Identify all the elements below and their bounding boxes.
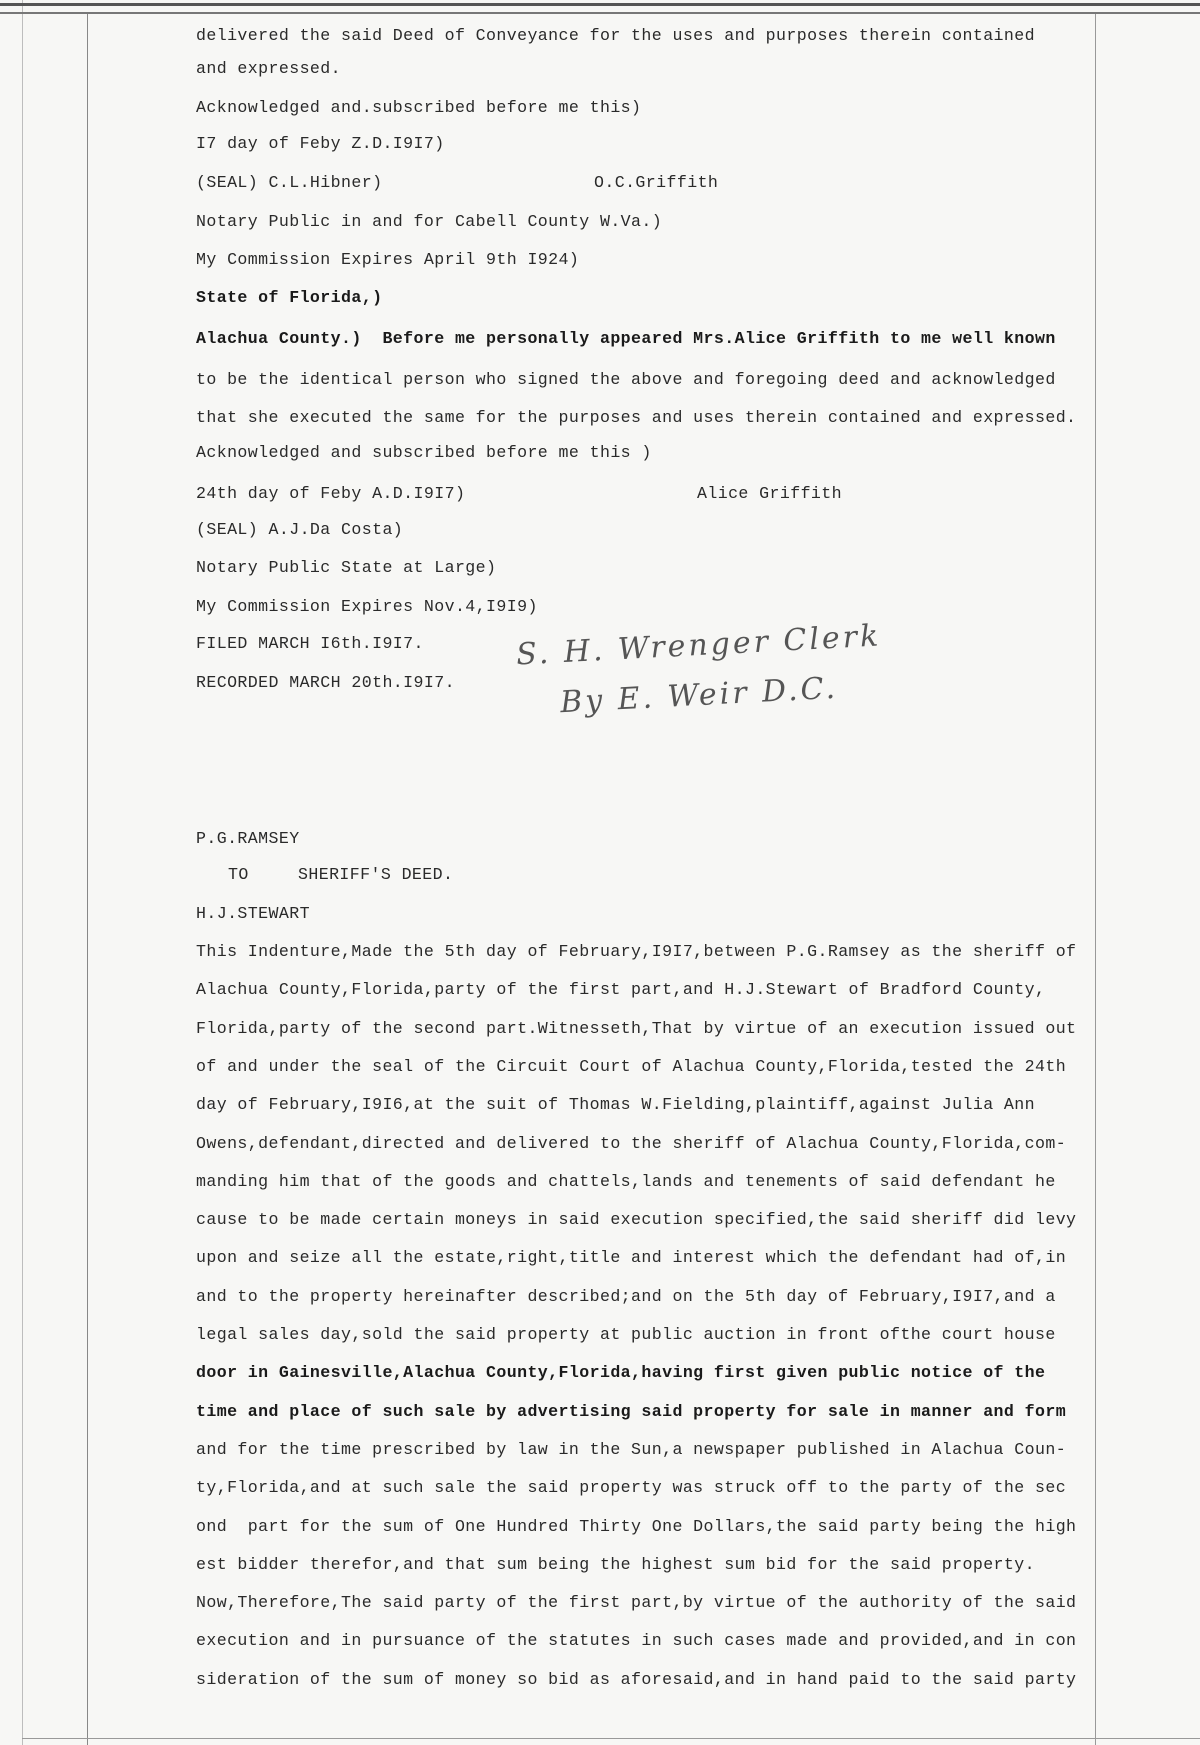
grantor-signature-oc-griffith: O.C.Griffith bbox=[594, 173, 719, 192]
text-line: that she executed the same for the purposes and uses therein contained and expressed. bbox=[196, 408, 1077, 427]
text-line: My Commission Expires Nov.4,I9I9) bbox=[196, 597, 538, 616]
body-text-line: upon and seize all the estate,right,title and interest which the defendant had of,in bbox=[196, 1248, 1067, 1268]
text-line: to be the identical person who signed the above and foregoing deed and acknowledged bbox=[196, 370, 1056, 389]
bottom-rule bbox=[22, 1738, 1200, 1739]
text-line: and expressed. bbox=[196, 59, 342, 78]
text-line: Notary Public State at Large) bbox=[196, 558, 497, 577]
top-rule-inner bbox=[0, 12, 1200, 14]
body-text-line: Now,Therefore,The said party of the first part,by virtue of the authority of the said bbox=[196, 1593, 1077, 1613]
text-line: State of Florida,) bbox=[196, 288, 383, 307]
deed-type-title: SHERIFF'S DEED. bbox=[298, 865, 454, 884]
text-line: Acknowledged and.subscribed before me this) bbox=[196, 98, 642, 117]
text-line: RECORDED MARCH 20th.I9I7. bbox=[196, 673, 455, 692]
text-line: I7 day of Feby Z.D.I9I7) bbox=[196, 134, 445, 153]
body-text-line: time and place of such sale by advertising said property for sale in manner and form bbox=[196, 1401, 1067, 1421]
body-text-line: ond part for the sum of One Hundred Thirty One Dollars,the said party being the high bbox=[196, 1516, 1077, 1536]
deputy-clerk-handwritten-signature: By E. Weir D.C. bbox=[559, 670, 839, 721]
body-text-line: day of February,I9I6,at the suit of Thomas W.Fielding,plaintiff,against Julia Ann bbox=[196, 1095, 1035, 1115]
body-text-line: Owens,defendant,directed and delivered to the sheriff of Alachua County,Florida,com- bbox=[196, 1133, 1067, 1153]
right-margin-rule bbox=[1095, 14, 1096, 1745]
text-line: Notary Public in and for Cabell County W.Va.) bbox=[196, 212, 663, 231]
text-line: FILED MARCH I6th.I9I7. bbox=[196, 634, 424, 653]
deed-to: TO bbox=[228, 865, 249, 884]
body-text-line: Alachua County,Florida,party of the first part,and H.J.Stewart of Bradford County, bbox=[196, 980, 1046, 1000]
body-text-line: legal sales day,sold the said property at public auction in front ofthe court house bbox=[196, 1325, 1056, 1344]
body-text-line: est bidder therefor,and that sum being the highest sum bid for the said property. bbox=[196, 1554, 1035, 1574]
body-text-line: and to the property hereinafter described;and on the 5th day of February,I9I7,and a bbox=[196, 1286, 1056, 1306]
text-line: (SEAL) A.J.Da Costa) bbox=[196, 520, 404, 539]
body-text-line: Florida,party of the second part.Witnesseth,That by virtue of an execution issued out bbox=[196, 1018, 1077, 1038]
top-rule bbox=[0, 3, 1200, 6]
body-text-line: manding him that of the goods and chattels,lands and tenements of said defendant he bbox=[196, 1171, 1056, 1191]
body-text-line: sideration of the sum of money so bid as aforesaid,and in hand paid to the said party bbox=[196, 1669, 1077, 1689]
deed-grantor: P.G.RAMSEY bbox=[196, 829, 300, 848]
text-line: Acknowledged and subscribed before me this ) bbox=[196, 443, 652, 462]
body-text-line: door in Gainesville,Alachua County,Florida,having first given public notice of the bbox=[196, 1363, 1046, 1383]
text-line: (SEAL) C.L.Hibner) bbox=[196, 173, 383, 192]
body-text-line: cause to be made certain moneys in said execution specified,the said sheriff did levy bbox=[196, 1210, 1077, 1230]
body-text-line: This Indenture,Made the 5th day of February,I9I7,between P.G.Ramsey as the sheriff of bbox=[196, 942, 1077, 961]
deed-grantee: H.J.STEWART bbox=[196, 904, 310, 923]
clerk-handwritten-signature: S. H. Wrenger Clerk bbox=[515, 618, 883, 673]
body-text-line: of and under the seal of the Circuit Court of Alachua County,Florida,tested the 24th bbox=[196, 1056, 1067, 1076]
body-text-line: ty,Florida,and at such sale the said property was struck off to the party of the sec bbox=[196, 1478, 1067, 1498]
text-line: delivered the said Deed of Conveyance for the uses and purposes therein contained bbox=[196, 26, 1035, 45]
text-line: Alachua County.) Before me personally appeared Mrs.Alice Griffith to me well known bbox=[196, 329, 1056, 348]
left-margin-rule bbox=[87, 14, 88, 1745]
page-edge bbox=[22, 0, 23, 1745]
text-line: 24th day of Feby A.D.I9I7) bbox=[196, 484, 466, 503]
body-text-line: and for the time prescribed by law in the Sun,a newspaper published in Alachua Coun- bbox=[196, 1439, 1067, 1459]
body-text-line: execution and in pursuance of the statutes in such cases made and provided,and in con bbox=[196, 1631, 1077, 1651]
text-line: My Commission Expires April 9th I924) bbox=[196, 250, 580, 269]
grantor-signature-alice-griffith: Alice Griffith bbox=[697, 484, 843, 503]
